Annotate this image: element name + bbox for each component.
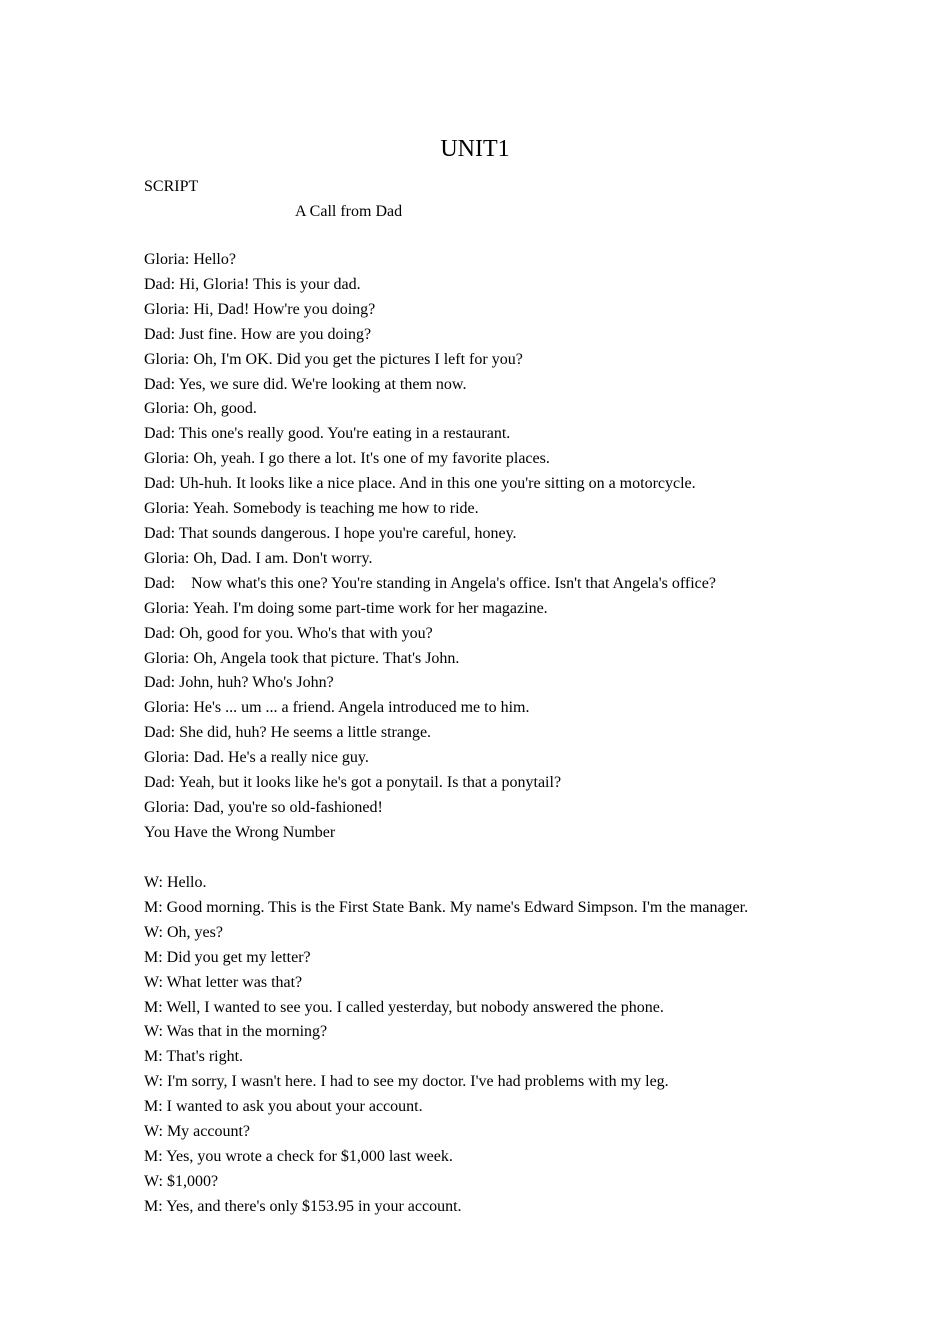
dialogue-line: W: My account? — [144, 1123, 251, 1141]
section-title-call-from-dad: A Call from Dad — [295, 203, 403, 220]
dialogue-line: W: Oh, yes? — [144, 923, 223, 941]
dialogue-line: Gloria: Hi, Dad! How're you doing? — [144, 300, 376, 318]
dialogue-line: Dad: She did, huh? He seems a little strange. — [144, 724, 432, 742]
dialogue-line: Gloria: Oh, good. — [144, 400, 257, 418]
dialogue-line: Dad: Yes, we sure did. We're looking at them now. — [144, 375, 467, 393]
dialogue-line: M: Yes, and there's only $153.95 in your account. — [144, 1197, 462, 1215]
dialogue-line: Dad: Hi, Gloria! This is your dad. — [144, 275, 361, 293]
dialogue-line: M: Yes, you wrote a check for $1,000 last week. — [144, 1147, 453, 1165]
dialogue-line: M: That's right. — [144, 1048, 244, 1066]
dialogue-line: Dad: That sounds dangerous. I hope you're careful, honey. — [144, 524, 517, 542]
dialogue-line: Gloria: Oh, Dad. I am. Don't worry. — [144, 549, 373, 567]
dialogue-call-from-dad — [144, 248, 844, 846]
dialogue-line: Gloria: Oh, Angela took that picture. That's John. — [144, 649, 460, 667]
dialogue-line: M: I wanted to ask you about your account. — [144, 1098, 423, 1116]
dialogue-line: W: Was that in the morning? — [144, 1023, 328, 1041]
dialogue-line: Gloria: Oh, yeah. I go there a lot. It's one of my favorite places. — [144, 450, 550, 468]
dialogue-line: Dad: Now what's this one? You're standing in Angela's office. Isn't that Angela's office? — [144, 574, 716, 592]
dialogue-line: W: Hello. — [144, 874, 207, 891]
dialogue-line: Dad: Just fine. How are you doing? — [144, 325, 372, 343]
dialogue-line: Gloria: He's ... um ... a friend. Angela introduced me to him. — [144, 699, 530, 717]
dialogue-line: Gloria: Yeah. I'm doing some part-time work for her magazine. — [144, 599, 548, 617]
dialogue-line: Dad: Yeah, but it looks like he's got a ponytail. Is that a ponytail? — [144, 774, 562, 792]
script-label: SCRIPT — [144, 178, 199, 195]
dialogue-line: Dad: Oh, good for you. Who's that with you? — [144, 624, 433, 642]
dialogue-line: M: Well, I wanted to see you. I called yesterday, but nobody answered the phone. — [144, 998, 664, 1016]
section-title-wrong-number: You Have the Wrong Number — [144, 823, 336, 841]
dialogue-line: W: I'm sorry, I wasn't here. I had to see my doctor. I've had problems with my leg. — [144, 1073, 669, 1091]
dialogue-line: Gloria: Dad. He's a really nice guy. — [144, 749, 369, 767]
dialogue-line: Gloria: Oh, I'm OK. Did you get the pictures I left for you? — [144, 350, 523, 368]
dialogue-line: W: $1,000? — [144, 1172, 219, 1190]
dialogue-line: M: Good morning. This is the First State Bank. My name's Edward Simpson. I'm the manager. — [144, 898, 749, 916]
dialogue-line: Gloria: Yeah. Somebody is teaching me how to ride. — [144, 500, 479, 518]
dialogue-line: W: What letter was that? — [144, 973, 303, 991]
dialogue-line: Dad: This one's really good. You're eating in a restaurant. — [144, 425, 511, 443]
dialogue-line: M: Did you get my letter? — [144, 948, 311, 966]
dialogue-line: Gloria: Hello? — [144, 251, 236, 268]
dialogue-wrong-number — [144, 871, 844, 1220]
dialogue-line: Gloria: Dad, you're so old-fashioned! — [144, 798, 383, 816]
page-title: UNIT1 — [440, 136, 510, 162]
dialogue-line: Dad: Uh-huh. It looks like a nice place. And in this one you're sitting on a motorcycle. — [144, 475, 696, 493]
dialogue-line: Dad: John, huh? Who's John? — [144, 674, 334, 692]
